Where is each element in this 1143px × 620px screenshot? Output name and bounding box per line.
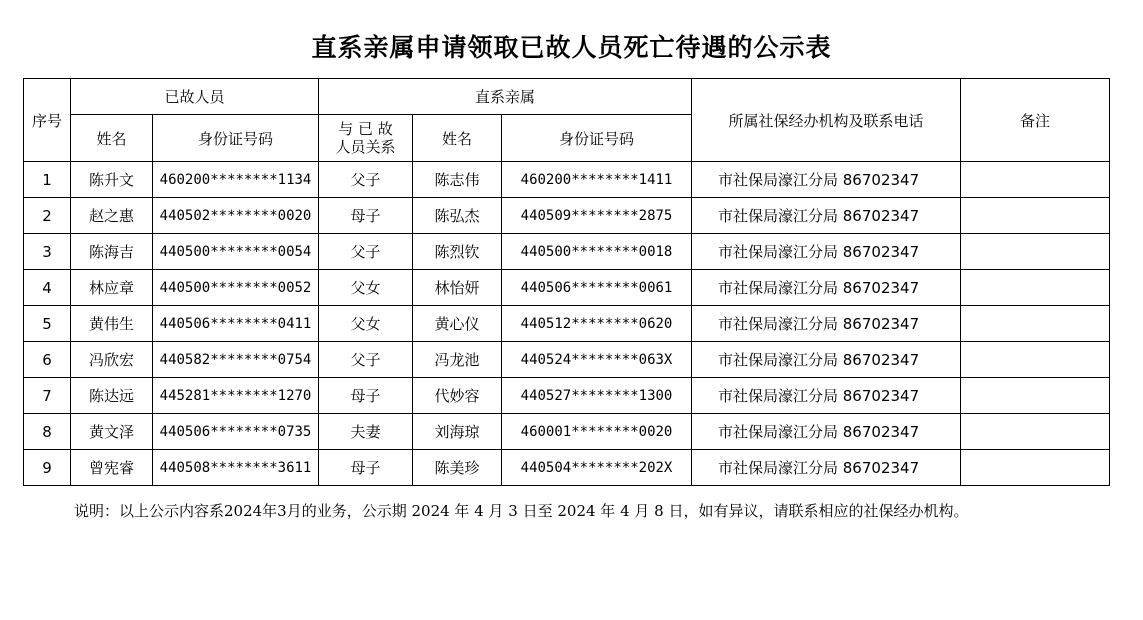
header-org-phone: 所属社保经办机构及联系电话: [692, 79, 961, 162]
row-deceased-id: 445281********1270: [153, 378, 319, 414]
row-deceased-id: 440508********3611: [153, 450, 319, 486]
row-relation: 父子: [319, 162, 413, 198]
row-deceased-id: 440582********0754: [153, 342, 319, 378]
header-seq: 序号: [24, 79, 71, 162]
row-deceased-name: 赵之惠: [71, 198, 153, 234]
table-row: [24, 270, 1110, 306]
row-seq: 7: [24, 378, 71, 414]
row-relation: 父女: [319, 270, 413, 306]
row-org-phone: 市社保局濠江分局 86702347: [692, 378, 961, 414]
table-row: [24, 378, 1110, 414]
row-deceased-name: 冯欣宏: [71, 342, 153, 378]
row-relation: 父子: [319, 342, 413, 378]
row-org-phone: 市社保局濠江分局 86702347: [692, 306, 961, 342]
row-deceased-id: 440506********0735: [153, 414, 319, 450]
row-org-phone: 市社保局濠江分局 86702347: [692, 198, 961, 234]
row-deceased-name: 陈海吉: [71, 234, 153, 270]
row-org-phone: 市社保局濠江分局 86702347: [692, 450, 961, 486]
row-deceased-name: 黄伟生: [71, 306, 153, 342]
row-relation: 母子: [319, 198, 413, 234]
row-seq: 1: [24, 162, 71, 198]
row-relative-id: 440500********0018: [502, 234, 692, 270]
row-deceased-id: 440500********0052: [153, 270, 319, 306]
page-title: 直系亲属申请领取已故人员死亡待遇的公示表: [311, 33, 832, 62]
row-seq: 5: [24, 306, 71, 342]
row-relative-id: 440527********1300: [502, 378, 692, 414]
row-deceased-name: 林应章: [71, 270, 153, 306]
row-relation: 父子: [319, 234, 413, 270]
row-seq: 9: [24, 450, 71, 486]
row-seq: 4: [24, 270, 71, 306]
row-org-phone: 市社保局濠江分局 86702347: [692, 162, 961, 198]
row-seq: 8: [24, 414, 71, 450]
explanation-note: 说明：以上公示内容系2024年3月的业务，公示期 2024 年 4 月 3 日至 2024 年 4 月 8 日，如有异议，请联系相应的社保经办机构。: [74, 502, 969, 520]
row-deceased-id: 440506********0411: [153, 306, 319, 342]
row-deceased-id: 440500********0054: [153, 234, 319, 270]
header-deceased-group: 已故人员: [71, 79, 319, 115]
row-relative-id: 440509********2875: [502, 198, 692, 234]
row-deceased-id: 460200********1134: [153, 162, 319, 198]
header-deceased-name: 姓名: [71, 115, 153, 162]
row-deceased-name: 曾宪睿: [71, 450, 153, 486]
row-relative-name: 代妙容: [413, 378, 502, 414]
header-relation-line1: 与 已 故: [338, 120, 393, 138]
table-row: [24, 414, 1110, 450]
table-row: [24, 162, 1110, 198]
row-remark: [961, 162, 1110, 198]
row-deceased-name: 陈达远: [71, 378, 153, 414]
row-org-phone: 市社保局濠江分局 86702347: [692, 342, 961, 378]
row-org-phone: 市社保局濠江分局 86702347: [692, 270, 961, 306]
row-relative-name: 刘海琼: [413, 414, 502, 450]
row-relation: 母子: [319, 450, 413, 486]
announcement-table: [23, 78, 1110, 486]
header-relative-name: 姓名: [413, 115, 502, 162]
row-remark: [961, 306, 1110, 342]
header-relation: [319, 115, 413, 162]
header-relatives-group: 直系亲属: [319, 79, 692, 115]
row-relation: 夫妻: [319, 414, 413, 450]
table-row: [24, 198, 1110, 234]
row-remark: [961, 450, 1110, 486]
row-relative-id: 440524********063X: [502, 342, 692, 378]
header-relation-line2: 人员关系: [335, 138, 396, 156]
row-relative-name: 陈志伟: [413, 162, 502, 198]
row-relative-name: 陈弘杰: [413, 198, 502, 234]
table-row: [24, 450, 1110, 486]
table-row: [24, 234, 1110, 270]
row-seq: 6: [24, 342, 71, 378]
row-remark: [961, 342, 1110, 378]
row-deceased-name: 陈升文: [71, 162, 153, 198]
row-relative-name: 冯龙池: [413, 342, 502, 378]
row-relative-name: 黄心仪: [413, 306, 502, 342]
row-relative-name: 林怡妍: [413, 270, 502, 306]
row-remark: [961, 234, 1110, 270]
row-org-phone: 市社保局濠江分局 86702347: [692, 414, 961, 450]
row-remark: [961, 414, 1110, 450]
row-deceased-name: 黄文泽: [71, 414, 153, 450]
row-deceased-id: 440502********0020: [153, 198, 319, 234]
header-deceased-id: 身份证号码: [153, 115, 319, 162]
row-relative-id: 440512********0620: [502, 306, 692, 342]
row-relative-id: 460001********0020: [502, 414, 692, 450]
table-row: [24, 342, 1110, 378]
row-remark: [961, 198, 1110, 234]
row-relation: 父女: [319, 306, 413, 342]
row-relative-id: 440506********0061: [502, 270, 692, 306]
row-org-phone: 市社保局濠江分局 86702347: [692, 234, 961, 270]
row-relative-id: 460200********1411: [502, 162, 692, 198]
header-relative-id: 身份证号码: [502, 115, 692, 162]
row-relative-id: 440504********202X: [502, 450, 692, 486]
row-relative-name: 陈美珍: [413, 450, 502, 486]
row-remark: [961, 378, 1110, 414]
row-relative-name: 陈烈钦: [413, 234, 502, 270]
table-row: [24, 306, 1110, 342]
row-remark: [961, 270, 1110, 306]
row-relation: 母子: [319, 378, 413, 414]
row-seq: 2: [24, 198, 71, 234]
header-remarks: 备注: [961, 79, 1110, 162]
row-seq: 3: [24, 234, 71, 270]
